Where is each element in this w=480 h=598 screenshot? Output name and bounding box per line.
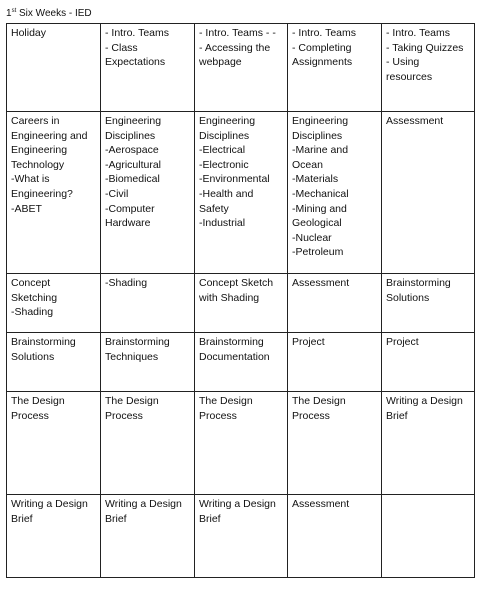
table-cell	[7, 274, 101, 333]
cell-text-line: Assessment	[292, 498, 350, 510]
table-row	[7, 274, 475, 333]
cell-text-line: Brainstorming	[199, 336, 264, 348]
cell-text-line: Ocean	[292, 158, 323, 171]
cell-text-line: Engineering	[105, 115, 162, 127]
cell-text-line: -Shading	[11, 306, 54, 319]
cell-text-line: Expectations	[105, 56, 166, 69]
title-ordinal-suffix: st	[11, 8, 17, 14]
cell-text-line: The Design	[199, 395, 253, 407]
document-title	[6, 8, 92, 20]
cell-text-line: - Accessing the	[199, 41, 271, 54]
cell-text-line: -Nuclear	[292, 231, 332, 244]
cell-text-line: Writing a Design	[105, 498, 182, 510]
cell-text-line: Writing a Design	[199, 498, 276, 510]
cell-text-line: -Health and	[199, 187, 254, 200]
schedule-body	[7, 24, 475, 578]
cell-text-line: - Intro. Teams - -	[199, 27, 276, 39]
cell-text-line: Assignments	[292, 56, 353, 69]
cell-text-line: Safety	[199, 202, 229, 215]
cell-text-line: -Industrial	[199, 217, 246, 230]
cell-text-line: Disciplines	[292, 129, 343, 142]
table-cell	[101, 112, 195, 274]
cell-text-line: -ABET	[11, 202, 42, 215]
cell-text-line: Techniques	[105, 350, 159, 363]
cell-text-line: -Environmental	[199, 173, 270, 186]
cell-text-line: Solutions	[386, 291, 430, 304]
table-cell	[382, 112, 475, 274]
cell-text-line: resources	[386, 70, 433, 83]
table-row	[7, 333, 475, 392]
cell-text-line: Process	[199, 409, 237, 422]
cell-text-line: - Using	[386, 56, 420, 69]
table-cell	[382, 333, 475, 392]
cell-text-line: -Petroleum	[292, 246, 344, 259]
table-cell	[101, 24, 195, 112]
table-row	[7, 495, 475, 578]
table-cell	[382, 24, 475, 112]
cell-text-line: Holiday	[11, 27, 47, 39]
cell-text-line: The Design	[11, 395, 65, 407]
title-ordinal: 1	[6, 8, 12, 19]
cell-text-line: Engineering	[199, 115, 256, 127]
table-cell	[101, 392, 195, 495]
table-cell	[288, 495, 382, 578]
table-cell	[288, 274, 382, 333]
table-cell	[7, 495, 101, 578]
table-cell	[382, 495, 475, 578]
cell-text-line: Engineering and	[11, 129, 88, 142]
cell-text-line: - Intro. Teams	[292, 27, 356, 39]
cell-text-line: Disciplines	[199, 129, 250, 142]
cell-text-line: with Shading	[199, 291, 260, 304]
cell-text-line: The Design	[105, 395, 159, 407]
cell-text-line: Engineering?	[11, 187, 73, 200]
cell-text-line: - Intro. Teams	[105, 27, 169, 39]
table-cell	[195, 274, 288, 333]
table-cell	[7, 333, 101, 392]
cell-text-line: Brainstorming	[105, 336, 170, 348]
cell-text-line: -Shading	[105, 277, 148, 289]
table-cell	[195, 333, 288, 392]
cell-text-line: Writing a Design	[11, 498, 88, 510]
table-cell	[288, 24, 382, 112]
cell-text-line: Brief	[386, 409, 408, 422]
table-row	[7, 392, 475, 495]
cell-text-line: -Mining and	[292, 202, 347, 215]
table-cell	[382, 274, 475, 333]
cell-text-line: Careers in	[11, 115, 60, 127]
cell-text-line: Writing a Design	[386, 395, 463, 407]
cell-text-line: Brief	[199, 512, 221, 525]
cell-text-line: Assessment	[292, 277, 350, 289]
table-cell	[7, 112, 101, 274]
cell-text-line: - Intro. Teams	[386, 27, 450, 39]
table-cell	[288, 112, 382, 274]
table-row	[7, 24, 475, 112]
cell-text-line: - Class	[105, 41, 138, 54]
table-cell	[7, 24, 101, 112]
cell-text-line: Concept Sketch	[199, 277, 274, 289]
cell-text-line: - Completing	[292, 41, 352, 54]
cell-text-line: Brief	[105, 512, 127, 525]
cell-text-line: -Mechanical	[292, 187, 349, 200]
cell-text-line: Disciplines	[105, 129, 156, 142]
schedule-table	[6, 23, 475, 578]
table-cell	[382, 392, 475, 495]
cell-text-line: -Civil	[105, 187, 129, 200]
cell-text-line: -Materials	[292, 173, 339, 186]
cell-text-line: Hardware	[105, 217, 151, 230]
cell-text-line: Engineering	[292, 115, 349, 127]
table-cell	[288, 392, 382, 495]
cell-text-line: The Design	[292, 395, 346, 407]
cell-text-line: Project	[292, 336, 325, 348]
cell-text-line: Assessment	[386, 115, 444, 127]
cell-text-line: Engineering	[11, 144, 68, 157]
cell-text-line: Brief	[11, 512, 33, 525]
table-cell	[101, 333, 195, 392]
cell-text-line: -Aerospace	[105, 144, 159, 157]
cell-text-line: Process	[292, 409, 330, 422]
cell-text-line: Technology	[11, 158, 65, 171]
table-cell	[7, 392, 101, 495]
cell-text-line: Solutions	[11, 350, 55, 363]
title-text: Six Weeks - IED	[16, 8, 92, 19]
cell-text-line: Brainstorming	[386, 277, 451, 289]
cell-text-line: Sketching	[11, 291, 58, 304]
table-cell	[195, 392, 288, 495]
table-cell	[195, 495, 288, 578]
cell-text-line: -Biomedical	[105, 173, 160, 186]
cell-text-line: Process	[11, 409, 49, 422]
cell-text-line: -Computer	[105, 202, 155, 215]
table-cell	[101, 495, 195, 578]
cell-text-line: - Taking Quizzes	[386, 41, 464, 54]
cell-text-line: webpage	[199, 56, 242, 69]
cell-text-line: -Electronic	[199, 158, 249, 171]
table-cell	[101, 274, 195, 333]
cell-text-line: Geological	[292, 217, 342, 230]
cell-text-line: Process	[105, 409, 143, 422]
table-cell	[195, 112, 288, 274]
cell-text-line: -Electrical	[199, 144, 246, 157]
table-cell	[288, 333, 382, 392]
cell-text-line: -What is	[11, 173, 50, 186]
cell-text-line: -Agricultural	[105, 158, 162, 171]
cell-text-line: Brainstorming	[11, 336, 76, 348]
cell-text-line: Documentation	[199, 350, 270, 363]
cell-text-line: Concept	[11, 277, 51, 289]
table-cell	[195, 24, 288, 112]
cell-text-line: Project	[386, 336, 419, 348]
table-row	[7, 112, 475, 274]
cell-text-line: -Marine and	[292, 144, 349, 157]
